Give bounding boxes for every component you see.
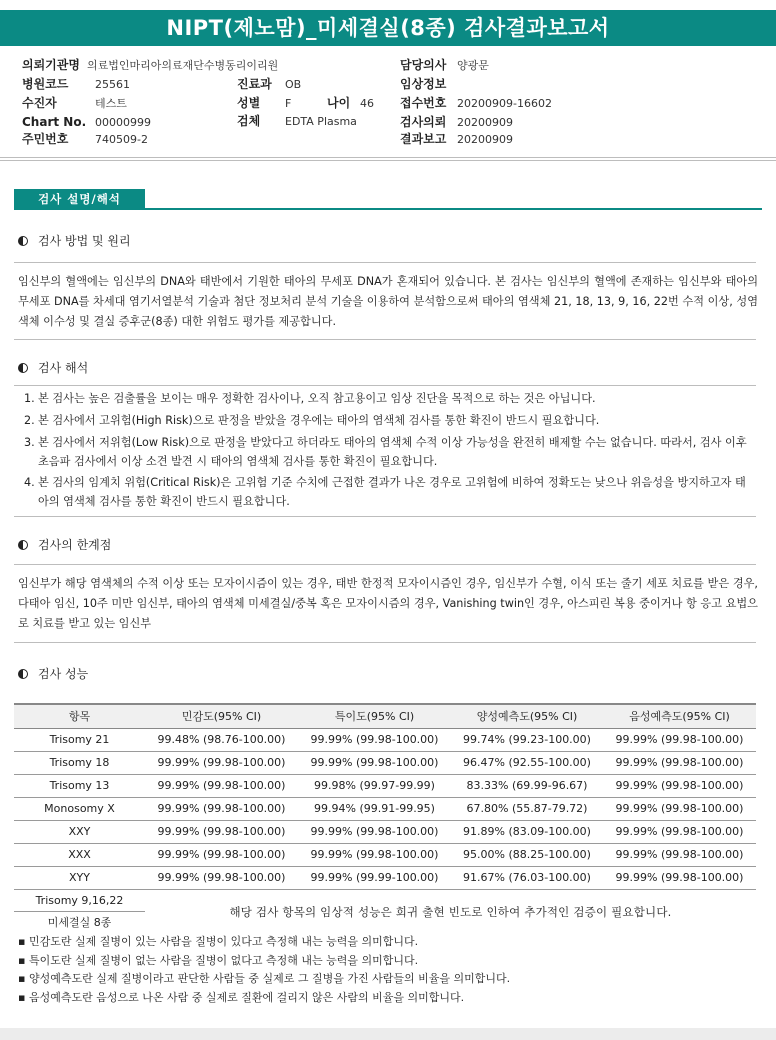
request-label: 검사의뢰 <box>400 115 447 129</box>
special-item-1: Trisomy 9,16,22 <box>14 890 145 912</box>
specimen-label: 검체 <box>237 114 261 128</box>
receipt-label: 접수번호 <box>400 96 447 110</box>
header-divider-2 <box>0 160 776 161</box>
institution-value: 의료법인마리아의료재단수병동리이리원 <box>87 59 279 72</box>
sex-value: F <box>285 97 292 110</box>
divider <box>14 385 756 386</box>
doctor-label: 담당의사 <box>400 58 447 72</box>
definitions-notes <box>18 933 510 1007</box>
chart-value: 00000999 <box>95 116 151 129</box>
sex-label: 성별 <box>237 96 261 110</box>
special-items-cell <box>14 889 145 934</box>
divider <box>14 339 756 340</box>
divider <box>14 564 756 565</box>
method-title: 검사 방법 및 원리 <box>38 234 131 248</box>
table-row: Trisomy 21 99.48% (98.76-100.00) 99.99% (99.98-100.00) 99.74% (99.23-100.00) 99.99% (99.98-100.00) <box>14 728 756 751</box>
sample-value: 테스트 <box>95 97 127 110</box>
col-header: 특이도(95% CI) <box>298 704 451 728</box>
receipt-value: 20200909-16602 <box>457 97 552 110</box>
section-tab: 검사 설명/해석 <box>14 189 145 209</box>
table-row: XYY 99.99% (99.98-100.00) 99.99% (99.99-100.00) 91.67% (76.03-100.00) 99.99% (99.98-100.00) <box>14 866 756 889</box>
divider <box>14 642 756 643</box>
section-tab-underline <box>14 208 762 210</box>
rrn-value: 740509-2 <box>95 133 148 146</box>
hospital-code-value: 25561 <box>95 78 130 91</box>
report-date-value: 20200909 <box>457 133 513 146</box>
doctor-value: 양광문 <box>457 59 489 72</box>
divider <box>14 516 756 517</box>
clinical-label: 임상정보 <box>400 77 447 91</box>
note-item: ▪ 음성예측도란 음성으로 나온 사람 중 실제로 질환에 걸리지 않은 사람의 비율을 의미합니다. <box>18 990 465 1004</box>
chart-label: Chart No. <box>22 115 87 129</box>
header-divider <box>0 157 776 158</box>
table-row: XXY 99.99% (99.98-100.00) 99.99% (99.98-100.00) 91.89% (83.09-100.00) 99.99% (99.98-100.00) <box>14 820 756 843</box>
note-item: ▪ 양성예측도란 실제 질병이라고 판단한 사람들 중 실제로 그 질병을 가진 사람들의 비율을 의미합니다. <box>18 972 511 985</box>
table-row-special <box>14 889 756 934</box>
col-header: 양성예측도(95% CI) <box>451 704 603 728</box>
table-row: Trisomy 18 99.99% (99.98-100.00) 99.99% (99.98-100.00) 96.47% (92.55-100.00) 99.99% (99.98-100.00) <box>14 751 756 774</box>
method-heading <box>18 232 131 250</box>
age-label: 나이 <box>327 96 351 110</box>
limit-text: 임신부가 해당 염색체의 수적 이상 또는 모자이시즘이 있는 경우, 태반 한정적 모자이시즘인 경우, 임신부가 수혈, 이식 또는 줄기 세포 치료를 받은 경우, 다태아 임신, 10주 미만 임신부, 태아의 염색체 미세결실/중복 혹은 모자이시즘의 경우, Vanishing twin인 경우, 아스피린 복용 중이거나 항 응고 요법으로 치료를 받고 있는 임신부 <box>18 577 758 630</box>
age-value: 46 <box>360 97 374 110</box>
list-item: 2. 본 검사에서 고위험(High Risk)으로 판정을 받았을 경우에는 태아의 염색체 검사를 통한 확진이 반드시 필요합니다. <box>24 414 600 427</box>
special-item-2: 미세결실 8종 <box>47 915 112 929</box>
report-title: NIPT(제노맘)_미세결실(8종) 검사결과보고서 <box>0 10 776 46</box>
limit-title: 검사의 한계점 <box>38 538 112 552</box>
perf-title: 검사 성능 <box>38 667 89 681</box>
perf-heading <box>18 665 88 683</box>
note-item: ▪ 민감도란 실제 질병이 있는 사람을 질병이 있다고 측정해 내는 능력을 의미합니다. <box>18 935 419 948</box>
dept-value: OB <box>285 78 302 91</box>
note-item: ▪ 특이도란 실제 질병이 없는 사람을 질병이 없다고 측정해 내는 능력을 의미합니다. <box>18 953 419 967</box>
special-note: 해당 검사 항목의 임상적 성능은 희귀 출현 빈도로 인하여 추가적인 검증이 필요합니다. <box>229 904 672 919</box>
hospital-code-label: 병원코드 <box>22 77 69 91</box>
divider <box>14 262 756 263</box>
interp-title: 검사 해석 <box>38 361 89 375</box>
list-item: 4. 본 검사의 임계치 위험(Critical Risk)은 고위험 기준 수치에 근접한 결과가 나온 경우로 고위험에 비하여 정확도는 낮으나 위음성을 방지하고자 태아의 염색체 검사를 통한 확진이 반드시 필요합니다. <box>24 476 746 508</box>
rrn-label: 주민번호 <box>22 132 69 146</box>
col-header: 항목 <box>14 704 145 728</box>
performance-table <box>14 703 756 934</box>
sample-label: 수진자 <box>22 96 57 110</box>
col-header: 민감도(95% CI) <box>145 704 298 728</box>
method-text: 임신부의 혈액에는 임신부의 DNA와 태반에서 기원한 태아의 무세포 DNA가 혼재되어 있습니다. 본 검사는 임신부의 혈액에 존재하는 임신부와 태아의 무세포 DNA를 차세대 염기서열분석 기술과 첨단 정보처리 분석 기술을 이용하여 분석함으로써 태아의 염색체 21, 18, 13, 9, 16, 22번 수적 이상, 성염색체 이수성 및 결실 증후군(8종) 대한 위험도 평가를 제공합니다. <box>18 275 758 328</box>
interp-heading <box>18 359 88 377</box>
request-value: 20200909 <box>457 116 513 129</box>
dept-label: 진료과 <box>237 77 272 91</box>
half-circle-icon <box>18 669 28 679</box>
specimen-value: EDTA Plasma <box>285 115 357 128</box>
table-row: Monosomy X 99.99% (99.98-100.00) 99.94% (99.91-99.95) 67.80% (55.87-79.72) 99.99% (99.98-100.00) <box>14 797 756 820</box>
list-item: 3. 본 검사에서 저위험(Low Risk)으로 판정을 받았다고 하더라도 태아의 염색체 수적 이상 가능성을 완전히 배제할 수는 없습니다. 따라서, 검사 이후 초음파 검사에서 이상 소견 발견 시 태아의 염색체 검사를 통한 확진이 필요합니다. <box>24 436 747 468</box>
half-circle-icon <box>18 236 28 246</box>
list-item: 1. 본 검사는 높은 검출률을 보이는 매우 정확한 검사이나, 오직 참고용이고 임상 진단을 목적으로 하는 것은 아닙니다. <box>24 392 596 405</box>
report-date-label: 결과보고 <box>400 132 447 146</box>
institution-label: 의뢰기관명 <box>22 58 80 72</box>
limit-heading <box>18 536 111 554</box>
interp-list <box>24 389 756 513</box>
table-header-row <box>14 704 756 728</box>
half-circle-icon <box>18 363 28 373</box>
col-header: 음성예측도(95% CI) <box>603 704 756 728</box>
table-row: Trisomy 13 99.99% (99.98-100.00) 99.98% (99.97-99.99) 83.33% (69.99-96.67) 99.99% (99.98-100.00) <box>14 774 756 797</box>
half-circle-icon <box>18 540 28 550</box>
table-row: XXX 99.99% (99.98-100.00) 99.99% (99.98-100.00) 95.00% (88.25-100.00) 99.99% (99.98-100.00) <box>14 843 756 866</box>
